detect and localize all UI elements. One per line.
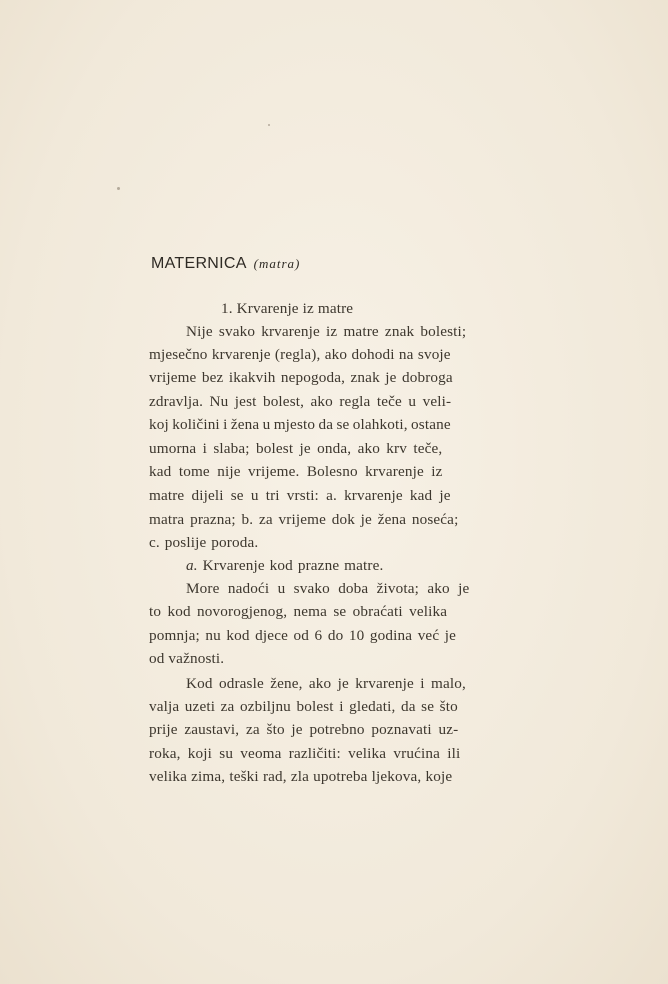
subheading-line: 1. Krvarenje iz matre bbox=[221, 300, 354, 317]
text-line: valja uzeti za ozbiljnu bolest i gledati, da se što bbox=[149, 698, 458, 715]
text-line: kad tome nije vrijeme. Bolesno krvarenje iz bbox=[149, 463, 443, 480]
ink-speck bbox=[268, 124, 270, 126]
text-line: matre dijeli se u tri vrsti: a. krvarenje kad je bbox=[149, 487, 451, 504]
text-line: c. poslije poroda. bbox=[149, 534, 259, 551]
text-line: pomnja; nu kod djece od 6 do 10 godina već je bbox=[149, 627, 457, 644]
text-line: vrijeme bez ikakvih nepogoda, znak je dobroga bbox=[149, 369, 453, 386]
text-line: koj količini i žena u mjesto da se olahkoti, ostane bbox=[149, 416, 451, 433]
text-line: zdravlja. Nu jest bolest, ako regla teče u veli- bbox=[149, 393, 452, 410]
text-line: prije zaustavi, za što je potrebno poznavati uz- bbox=[149, 721, 459, 738]
text-line: More nadoći u svako doba života; ako je bbox=[186, 580, 470, 597]
text-line: Kod odrasle žene, ako je krvarenje i malo, bbox=[186, 675, 466, 692]
section-heading bbox=[151, 255, 300, 273]
heading-subtitle: (matra) bbox=[253, 256, 301, 271]
subsection-heading bbox=[186, 557, 383, 575]
text-line: umorna i slaba; bolest je onda, ako krv teče, bbox=[149, 440, 443, 457]
ink-speck bbox=[117, 187, 120, 190]
text-line: roka, koji su veoma različiti: velika vrućina ili bbox=[149, 745, 461, 762]
text-line: mjesečno krvarenje (regla), ako dohodi na svoje bbox=[149, 346, 451, 363]
text-line: to kod novorogjenog, nema se obraćati velika bbox=[149, 603, 448, 620]
subsection-title: Krvarenje kod prazne matre. bbox=[202, 557, 384, 574]
text-line: Nije svako krvarenje iz matre znak bolesti; bbox=[186, 323, 467, 340]
text-line: velika zima, teški rad, zla upotreba ljekova, koje bbox=[149, 768, 453, 785]
subsection-marker: a. bbox=[186, 557, 198, 574]
heading-title: MATERNICA bbox=[151, 255, 246, 272]
text-line: matra prazna; b. za vrijeme dok je žena noseća; bbox=[149, 511, 459, 528]
text-line: od važnosti. bbox=[149, 650, 225, 667]
